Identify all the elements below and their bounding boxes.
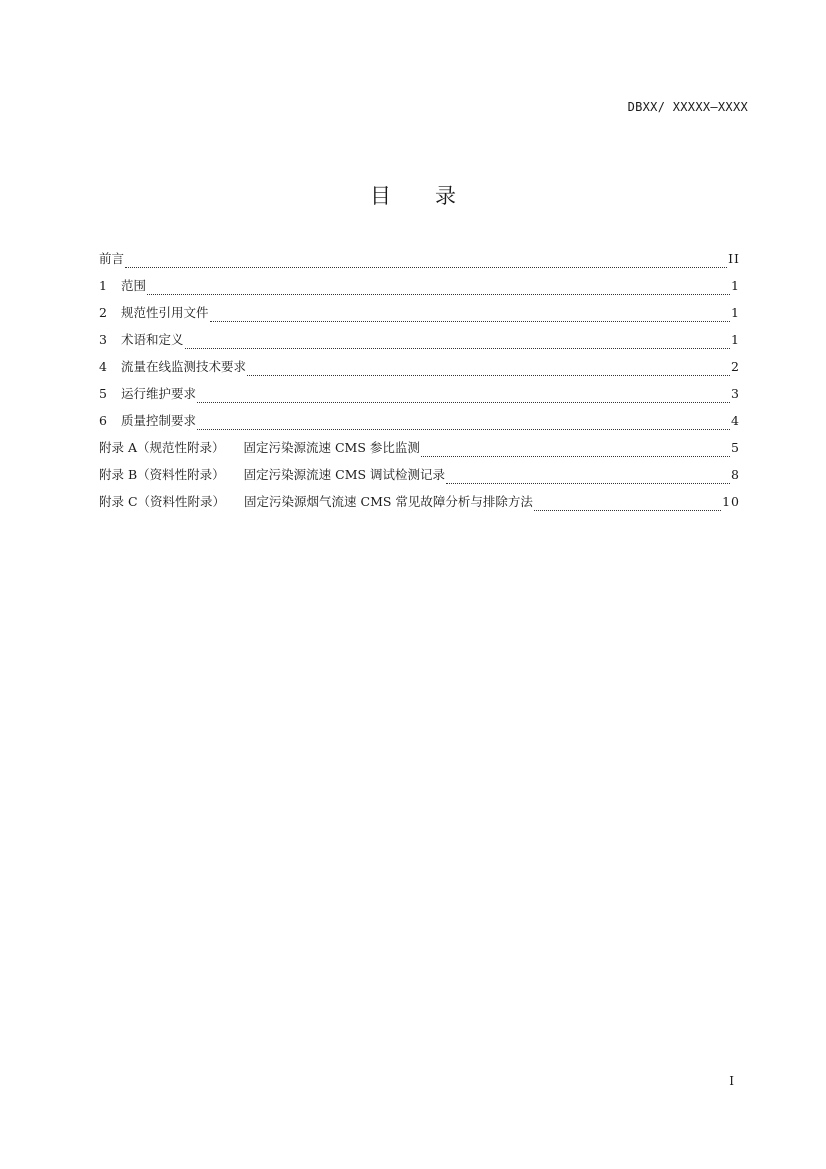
toc-dot-leader: [210, 320, 731, 322]
toc-entry-page: 8: [731, 467, 740, 482]
toc-entry[interactable]: [99, 384, 740, 411]
toc-entry[interactable]: [99, 303, 740, 330]
toc-entry-page: II: [728, 251, 740, 266]
toc-entry-label: 固定污染源流速 CMS 调试检测记录: [243, 467, 446, 482]
toc-entry-number: 2: [99, 305, 107, 320]
toc-entry-label: 固定污染源烟气流速 CMS 常见故障分析与排除方法: [244, 494, 533, 509]
toc-entry-page: 1: [731, 278, 740, 293]
toc-entry-label: 术语和定义: [121, 332, 184, 347]
toc-entry-appendix-prefix: 附录 A（规范性附录）: [99, 440, 225, 455]
toc-entry[interactable]: [99, 492, 740, 519]
toc-entry-page: 10: [722, 494, 740, 509]
toc-entry-page: 2: [731, 359, 740, 374]
toc-entry-appendix-prefix: 附录 C（资料性附录）: [99, 494, 226, 509]
toc-dot-leader: [446, 482, 730, 484]
toc-dot-leader: [534, 509, 721, 511]
toc-dot-leader: [421, 455, 730, 457]
toc-entry[interactable]: [99, 465, 740, 492]
toc-entry-label: 前言: [99, 251, 125, 266]
toc-entry-page: 4: [731, 413, 740, 428]
footer-page-number: I: [729, 1074, 734, 1088]
toc-dot-leader: [197, 428, 730, 430]
toc-entry-appendix-prefix: 附录 B（资料性附录）: [99, 467, 225, 482]
toc-entry[interactable]: [99, 411, 740, 438]
toc-entry-label: 流量在线监测技术要求: [121, 359, 247, 374]
toc-entry[interactable]: [99, 276, 740, 303]
toc-dot-leader: [247, 374, 730, 376]
toc-entry[interactable]: [99, 357, 740, 384]
toc-entry[interactable]: [99, 438, 740, 465]
toc-dot-leader: [197, 401, 730, 403]
toc-entry-number: 1: [99, 278, 107, 293]
toc-entry-number: 4: [99, 359, 107, 374]
toc-entry-number: 6: [99, 413, 107, 428]
table-of-contents: [99, 249, 740, 519]
toc-title: 目录: [370, 184, 500, 208]
toc-entry[interactable]: [99, 249, 740, 276]
toc-entry[interactable]: [99, 330, 740, 357]
toc-dot-leader: [185, 347, 731, 349]
document-code: DBXX/ XXXXX—XXXX: [627, 100, 748, 114]
toc-entry-label: 固定污染源流速 CMS 参比监测: [243, 440, 420, 455]
toc-entry-number: 3: [99, 332, 107, 347]
toc-entry-page: 3: [731, 386, 740, 401]
toc-entry-label: 质量控制要求: [121, 413, 197, 428]
toc-dot-leader: [147, 293, 730, 295]
toc-entry-number: 5: [99, 386, 107, 401]
toc-entry-page: 5: [731, 440, 740, 455]
toc-entry-label: 运行维护要求: [121, 386, 197, 401]
toc-entry-label: 规范性引用文件: [121, 305, 209, 320]
toc-entry-page: 1: [731, 332, 740, 347]
toc-dot-leader: [125, 266, 727, 268]
toc-entry-page: 1: [731, 305, 740, 320]
toc-entry-label: 范围: [121, 278, 147, 293]
